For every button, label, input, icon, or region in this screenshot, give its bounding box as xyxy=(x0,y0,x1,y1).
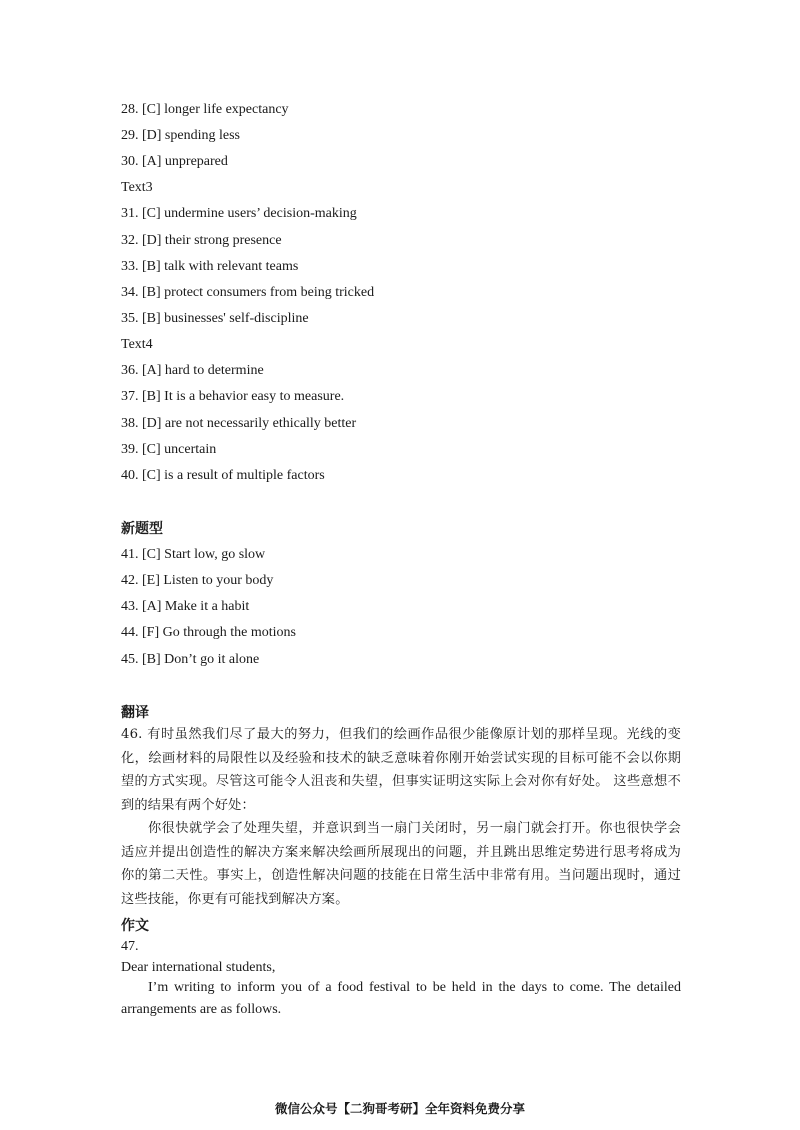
answer-line: 30. [A] unprepared xyxy=(121,154,228,169)
essay-salutation: Dear international students, xyxy=(121,960,276,975)
section-label-text3: Text3 xyxy=(121,180,153,195)
answer-line: 34. [B] protect consumers from being tricked xyxy=(121,285,375,300)
answer-line: 41. [C] Start low, go slow xyxy=(121,547,266,562)
answer-line: 44. [F] Go through the motions xyxy=(121,625,296,640)
section-heading-translation: 翻译 xyxy=(121,705,149,721)
translation-paragraph: 46. 有时虽然我们尽了最大的努力，但我们的绘画作品很少能像原计划的那样呈现。光线的变化，绘画材料的局限性以及经验和技术的缺乏意味着你刚开始尝试实现的目标可能不会以你期望的方式实现。尽管这可能令人沮丧和失望，但事实证明这实际上会对你有好处。 这些意想不到的结果有两个好处： xyxy=(121,727,681,813)
answer-line: 39. [C] uncertain xyxy=(121,442,217,457)
answer-line: 40. [C] is a result of multiple factors xyxy=(121,468,325,483)
answer-line: 37. [B] It is a behavior easy to measure. xyxy=(121,389,345,404)
section-heading-essay: 作文 xyxy=(121,918,149,934)
section-label-text4: Text4 xyxy=(121,337,153,352)
answer-line: 28. [C] longer life expectancy xyxy=(121,102,289,117)
answer-line: 35. [B] businesses' self-discipline xyxy=(121,311,309,326)
answer-line: 29. [D] spending less xyxy=(121,128,240,143)
answer-line: 38. [D] are not necessarily ethically better xyxy=(121,416,357,431)
translation-paragraph: 你很快就学会了处理失望，并意识到当一扇门关闭时，另一扇门就会打开。你也很快学会适应并提出创造性的解决方案来解决绘画所展现出的问题，并且跳出思维定势进行思考将成为你的第二天性。事实上，创造性解决问题的技能在日常生活中非常有用。当问题出现时，通过这些技能，你更有可能找到解决方案。 xyxy=(121,821,681,907)
answer-line: 45. [B] Don’t go it alone xyxy=(121,652,260,667)
answer-line: 36. [A] hard to determine xyxy=(121,363,264,378)
section-heading-new-type: 新题型 xyxy=(121,521,163,537)
essay-paragraph: I’m writing to inform you of a food festival to be held in the days to come. The detailed arrangements are as follows. xyxy=(121,980,681,1017)
answer-line: 42. [E] Listen to your body xyxy=(121,573,274,588)
answer-line: 33. [B] talk with relevant teams xyxy=(121,259,299,274)
answer-line: 31. [C] undermine users’ decision-making xyxy=(121,206,357,221)
answer-line: 32. [D] their strong presence xyxy=(121,233,282,248)
essay-number: 47. xyxy=(121,939,139,954)
answer-line: 43. [A] Make it a habit xyxy=(121,599,250,614)
footer-promo-text: 微信公众号【二狗哥考研】全年资料免费分享 xyxy=(274,1101,525,1116)
